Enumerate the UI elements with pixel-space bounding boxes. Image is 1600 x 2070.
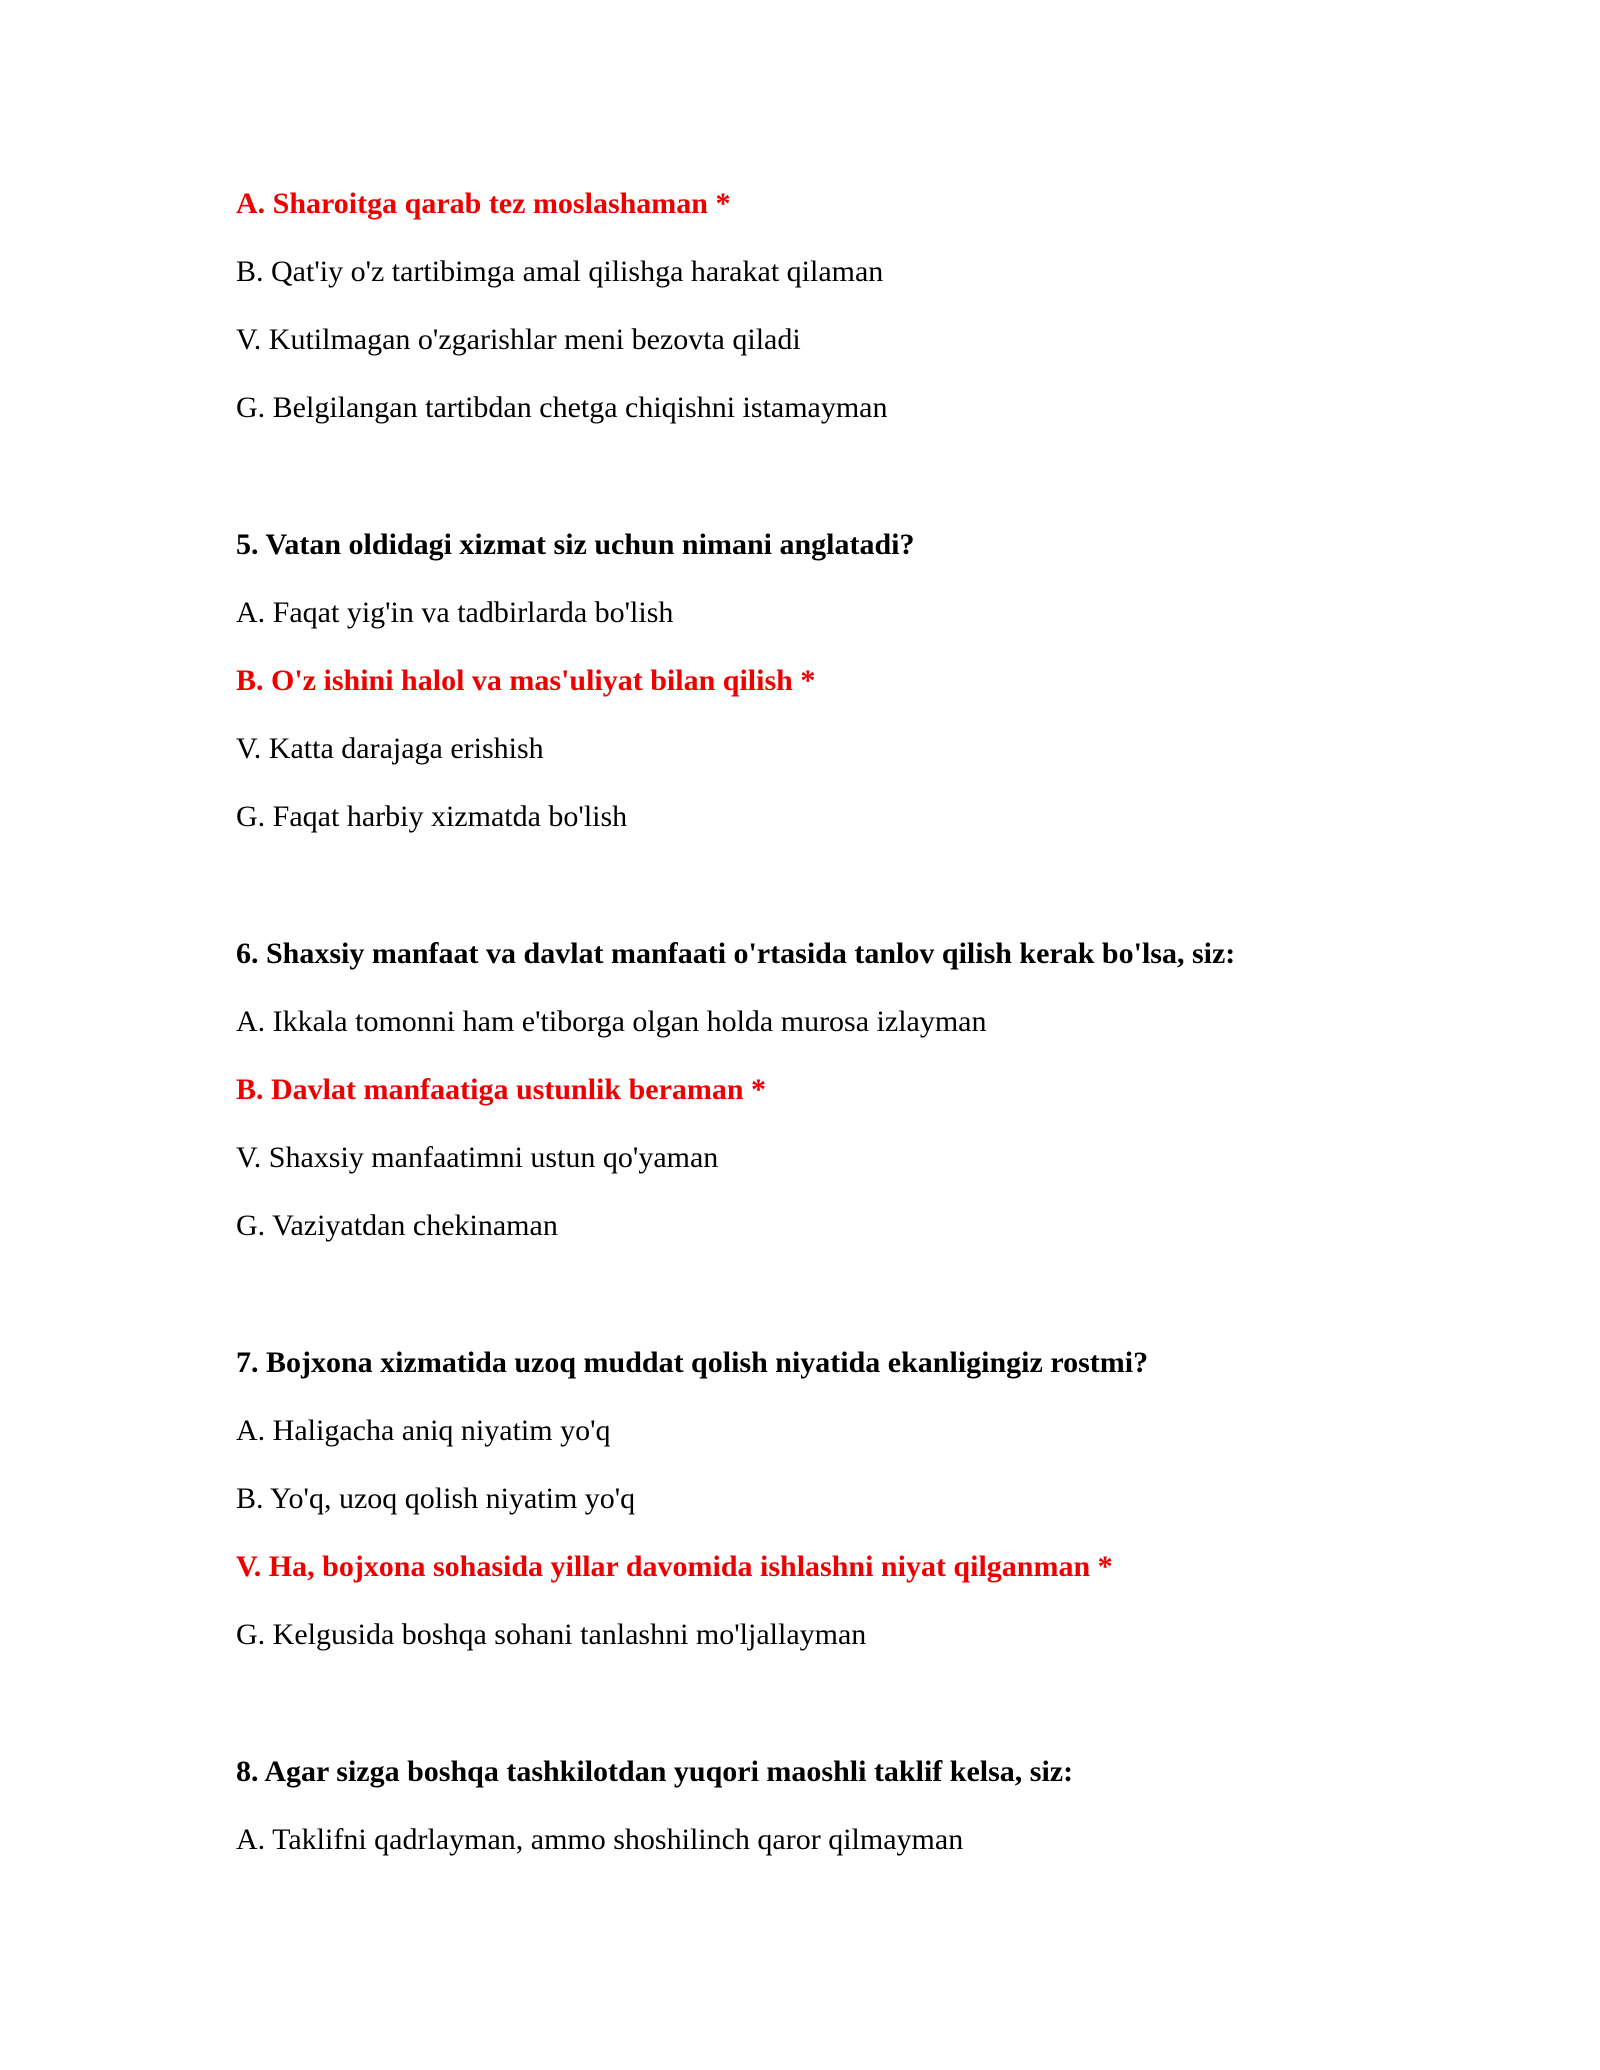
question-heading: 5. Vatan oldidagi xizmat siz uchun nimani anglatadi? — [236, 528, 915, 561]
question-heading: 6. Shaxsiy manfaat va davlat manfaati o'rtasida tanlov qilish kerak bo'lsa, siz: — [236, 937, 1236, 970]
option-v: V. Katta darajaga erishish — [236, 732, 544, 765]
question-block-4-continued — [236, 186, 1536, 426]
option-g: G. Kelgusida boshqa sohani tanlashni mo'ljallayman — [236, 1618, 867, 1651]
option-g: G. Vaziyatdan chekinaman — [236, 1209, 558, 1242]
option-b-correct: B. Davlat manfaatiga ustunlik beraman * — [236, 1073, 767, 1106]
option-a: A. Ikkala tomonni ham e'tiborga olgan holda murosa izlayman — [236, 1005, 987, 1038]
option-b: B. Qat'iy o'z tartibimga amal qilishga harakat qilaman — [236, 255, 884, 288]
option-g: G. Faqat harbiy xizmatda bo'lish — [236, 800, 628, 833]
question-block-5 — [236, 527, 1536, 835]
document-page — [236, 186, 1536, 1890]
option-v-correct: V. Ha, bojxona sohasida yillar davomida ishlashni niyat qilganman * — [236, 1550, 1113, 1583]
option-b-correct: B. O'z ishini halol va mas'uliyat bilan qilish * — [236, 664, 816, 697]
option-v: V. Kutilmagan o'zgarishlar meni bezovta qiladi — [236, 323, 801, 356]
option-b: B. Yo'q, uzoq qolish niyatim yo'q — [236, 1482, 636, 1515]
option-a: A. Faqat yig'in va tadbirlarda bo'lish — [236, 596, 674, 629]
question-block-6 — [236, 936, 1536, 1244]
option-a: A. Haligacha aniq niyatim yo'q — [236, 1414, 611, 1447]
question-heading: 7. Bojxona xizmatida uzoq muddat qolish niyatida ekanligingiz rostmi? — [236, 1346, 1149, 1379]
option-a: A. Taklifni qadrlayman, ammo shoshilinch qaror qilmayman — [236, 1823, 964, 1856]
question-block-8 — [236, 1754, 1536, 1858]
option-g: G. Belgilangan tartibdan chetga chiqishni istamayman — [236, 391, 888, 424]
question-heading: 8. Agar sizga boshqa tashkilotdan yuqori maoshli taklif kelsa, siz: — [236, 1755, 1074, 1788]
question-block-7 — [236, 1345, 1536, 1653]
option-v: V. Shaxsiy manfaatimni ustun qo'yaman — [236, 1141, 719, 1174]
option-a-correct: A. Sharoitga qarab tez moslashaman * — [236, 187, 731, 220]
